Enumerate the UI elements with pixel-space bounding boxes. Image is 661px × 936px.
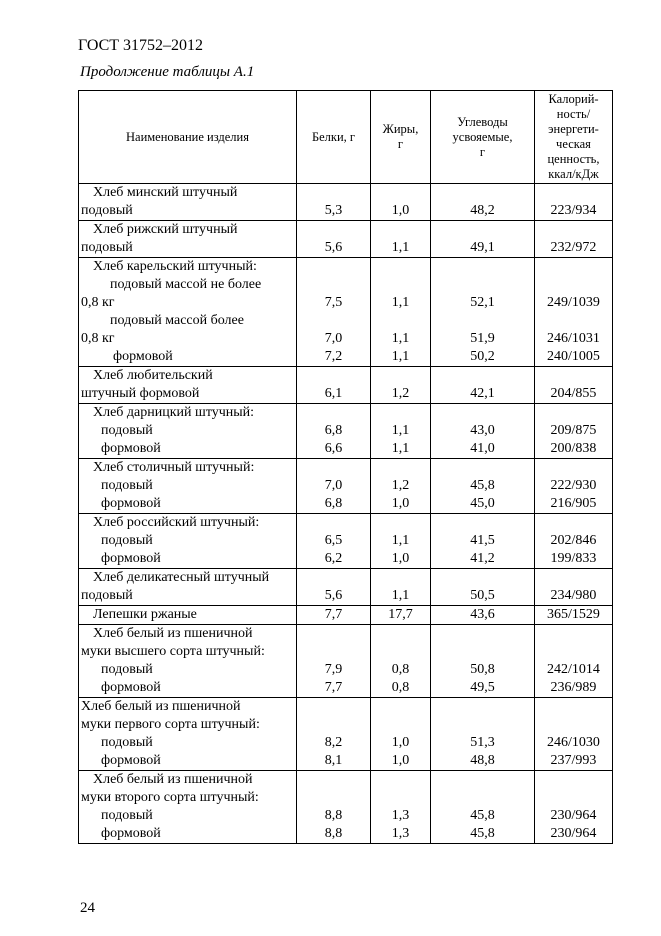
carbs-value: 41,5 [470, 533, 495, 548]
header-energy [535, 91, 613, 184]
cell-fat [371, 625, 431, 698]
fat-value: 1,1 [391, 349, 410, 364]
carbs-value [431, 367, 534, 385]
energy-value [535, 789, 612, 807]
cell-protein [297, 625, 371, 698]
protein-value [297, 276, 370, 294]
table-row [79, 258, 613, 367]
fat-value [371, 789, 430, 807]
product-name-line: Хлеб белый из пшеничной [93, 626, 253, 641]
header-energy-line: ность/ [556, 107, 591, 121]
carbs-value [431, 789, 534, 807]
cell-protein [297, 698, 371, 771]
protein-value: 8,2 [324, 735, 343, 750]
energy-value: 230/964 [550, 808, 597, 823]
cell-protein [297, 184, 371, 221]
cell-fat [371, 459, 431, 514]
protein-value [297, 459, 370, 477]
energy-value [535, 569, 612, 587]
carbs-value [431, 459, 534, 477]
carbs-value: 43,6 [470, 607, 495, 622]
cell-protein [297, 258, 371, 367]
energy-value: 222/930 [550, 478, 597, 493]
energy-value: 232/972 [550, 240, 597, 255]
header-fat-line: Жиры, [382, 122, 419, 136]
cell-fat [371, 367, 431, 404]
fat-value [371, 184, 430, 202]
fat-value: 1,2 [391, 386, 410, 401]
table-body [79, 184, 613, 844]
carbs-value [431, 276, 534, 294]
product-name-line: подовый [101, 533, 153, 548]
protein-value [297, 716, 370, 734]
table-continuation-caption: Продолжение таблицы А.1 [80, 64, 255, 80]
protein-value [297, 569, 370, 587]
product-name-line: Лепешки ржаные [93, 607, 197, 622]
fat-value: 1,1 [391, 533, 410, 548]
cell-carbs [431, 221, 535, 258]
fat-value: 1,1 [391, 423, 410, 438]
energy-value: 237/993 [550, 753, 597, 768]
cell-protein [297, 221, 371, 258]
product-name-line: подовый [101, 423, 153, 438]
cell-protein [297, 514, 371, 569]
carbs-value: 51,3 [470, 735, 495, 750]
energy-value: 216/905 [550, 496, 597, 511]
product-name-line: подовый массой более [110, 313, 244, 328]
protein-value: 8,8 [324, 808, 343, 823]
table-row [79, 698, 613, 771]
cell-name [79, 625, 297, 698]
table-row [79, 184, 613, 221]
carbs-value: 45,8 [470, 808, 495, 823]
product-name-line: Хлеб столичный штучный: [93, 460, 255, 475]
carbs-value: 49,5 [470, 680, 495, 695]
carbs-value: 41,2 [470, 551, 495, 566]
cell-carbs [431, 514, 535, 569]
header-carbs-line: Углеводы [457, 114, 508, 129]
product-name-line: формовой [101, 551, 161, 566]
product-name-line: формовой [101, 826, 161, 841]
energy-value: 209/875 [550, 423, 597, 438]
carbs-value [431, 312, 534, 330]
carbs-value [431, 258, 534, 276]
energy-value [535, 716, 612, 734]
protein-value: 6,2 [324, 551, 343, 566]
fat-value [371, 404, 430, 422]
fat-value [371, 698, 430, 716]
carbs-value: 43,0 [470, 423, 495, 438]
energy-value: 249/1039 [547, 295, 600, 310]
cell-name [79, 459, 297, 514]
energy-value [535, 643, 612, 661]
cell-energy [535, 771, 613, 844]
table-row [79, 569, 613, 606]
cell-fat [371, 184, 431, 221]
cell-fat [371, 698, 431, 771]
cell-fat [371, 569, 431, 606]
energy-value: 240/1005 [547, 349, 600, 364]
fat-value [371, 221, 430, 239]
cell-name [79, 606, 297, 625]
header-fat-line: г [397, 137, 404, 151]
carbs-value [431, 404, 534, 422]
cell-fat [371, 258, 431, 367]
fat-value: 1,1 [391, 588, 410, 603]
product-name-line: формовой [101, 496, 161, 511]
carbs-value: 49,1 [470, 240, 495, 255]
fat-value: 1,3 [391, 808, 410, 823]
table-row [79, 367, 613, 404]
cell-carbs [431, 625, 535, 698]
fat-value [371, 716, 430, 734]
protein-value [297, 789, 370, 807]
product-name-line: штучный формовой [81, 386, 200, 401]
protein-value: 5,3 [324, 203, 343, 218]
cell-carbs [431, 569, 535, 606]
cell-energy [535, 606, 613, 625]
energy-value: 242/1014 [547, 662, 600, 677]
header-carbs-line: г [479, 144, 486, 159]
product-name-line: формовой [101, 680, 161, 695]
cell-energy [535, 184, 613, 221]
fat-value [371, 643, 430, 661]
carbs-value: 48,8 [470, 753, 495, 768]
cell-name [79, 184, 297, 221]
protein-value [297, 404, 370, 422]
header-energy-line: энергети- [548, 122, 599, 136]
product-name-line: Хлеб карельский штучный: [93, 259, 257, 274]
document-standard-code: ГОСТ 31752–2012 [78, 37, 204, 54]
product-name-line: подовый [81, 203, 133, 218]
product-name-line: Хлеб рижский штучный [93, 222, 238, 237]
header-fat [371, 91, 431, 184]
table-row [79, 514, 613, 569]
product-name-line: подовый [81, 588, 133, 603]
energy-value: 365/1529 [547, 607, 600, 622]
protein-value [297, 221, 370, 239]
product-name-line: формовой [101, 441, 161, 456]
cell-fat [371, 404, 431, 459]
energy-value: 236/989 [550, 680, 597, 695]
cell-energy [535, 367, 613, 404]
energy-value [535, 258, 612, 276]
product-name-line: формовой [113, 349, 173, 364]
protein-value: 7,9 [324, 662, 343, 677]
fat-value: 1,1 [391, 441, 410, 456]
protein-value [297, 698, 370, 716]
energy-value [535, 404, 612, 422]
cell-name [79, 221, 297, 258]
fat-value [371, 258, 430, 276]
cell-name [79, 258, 297, 367]
fat-value: 1,2 [391, 478, 410, 493]
cell-energy [535, 569, 613, 606]
cell-name [79, 698, 297, 771]
energy-value [535, 276, 612, 294]
energy-value: 204/855 [550, 386, 597, 401]
fat-value [371, 312, 430, 330]
protein-value: 6,5 [324, 533, 343, 548]
cell-carbs [431, 606, 535, 625]
table-header-row [79, 91, 613, 184]
energy-value [535, 184, 612, 202]
energy-value [535, 625, 612, 643]
fat-value: 17,7 [388, 607, 413, 622]
protein-value: 6,1 [324, 386, 343, 401]
product-name-line: 0,8 кг [81, 295, 115, 310]
cell-energy [535, 625, 613, 698]
fat-value [371, 276, 430, 294]
header-energy-line: ккал/кДж [548, 167, 599, 181]
product-name-line: Хлеб любительский [93, 368, 213, 383]
carbs-value [431, 698, 534, 716]
header-energy-line: ческая [556, 137, 591, 151]
carbs-value [431, 716, 534, 734]
energy-value: 246/1031 [547, 331, 600, 346]
protein-value [297, 771, 370, 789]
fat-value: 1,0 [391, 203, 410, 218]
carbs-value [431, 771, 534, 789]
cell-carbs [431, 404, 535, 459]
cell-carbs [431, 184, 535, 221]
protein-value: 5,6 [324, 588, 343, 603]
cell-protein [297, 404, 371, 459]
energy-value: 230/964 [550, 826, 597, 841]
energy-value: 202/846 [550, 533, 597, 548]
cell-name [79, 367, 297, 404]
energy-value [535, 514, 612, 532]
fat-value [371, 514, 430, 532]
fat-value: 1,0 [391, 551, 410, 566]
protein-value: 6,6 [324, 441, 343, 456]
table-row [79, 404, 613, 459]
header-name: Наименование изделия [79, 91, 297, 184]
protein-value: 7,0 [324, 331, 343, 346]
protein-value [297, 184, 370, 202]
carbs-value: 50,8 [470, 662, 495, 677]
energy-value [535, 221, 612, 239]
energy-value: 200/838 [550, 441, 597, 456]
energy-value [535, 367, 612, 385]
product-name-line: муки второго сорта штучный: [81, 790, 259, 805]
energy-value [535, 459, 612, 477]
carbs-value: 48,2 [470, 203, 495, 218]
header-carbs-line: усвояемые, [452, 129, 513, 144]
cell-carbs [431, 698, 535, 771]
header-energy-line: ценность, [547, 152, 600, 166]
cell-carbs [431, 258, 535, 367]
header-energy-line: Калорий- [548, 92, 599, 106]
fat-value [371, 569, 430, 587]
energy-value: 199/833 [550, 551, 597, 566]
cell-fat [371, 606, 431, 625]
protein-value: 7,2 [324, 349, 343, 364]
protein-value: 5,6 [324, 240, 343, 255]
protein-value: 7,7 [324, 607, 343, 622]
cell-protein [297, 771, 371, 844]
table-row [79, 459, 613, 514]
cell-carbs [431, 459, 535, 514]
energy-value [535, 312, 612, 330]
fat-value: 0,8 [391, 680, 410, 695]
energy-value: 246/1030 [547, 735, 600, 750]
protein-value [297, 625, 370, 643]
cell-name [79, 514, 297, 569]
cell-protein [297, 367, 371, 404]
product-name-line: подовый [101, 662, 153, 677]
cell-protein [297, 569, 371, 606]
carbs-value [431, 514, 534, 532]
fat-value: 1,1 [391, 295, 410, 310]
product-name-line: подовый массой не более [110, 277, 262, 292]
cell-energy [535, 698, 613, 771]
cell-carbs [431, 771, 535, 844]
protein-value [297, 258, 370, 276]
cell-energy [535, 221, 613, 258]
protein-value [297, 367, 370, 385]
product-name-line: формовой [101, 753, 161, 768]
table-row [79, 771, 613, 844]
fat-value [371, 367, 430, 385]
carbs-value: 50,2 [470, 349, 495, 364]
cell-carbs [431, 367, 535, 404]
fat-value: 1,1 [391, 331, 410, 346]
carbs-value: 41,0 [470, 441, 495, 456]
cell-name [79, 404, 297, 459]
product-name-line: подовый [81, 240, 133, 255]
protein-value: 7,5 [324, 295, 343, 310]
nutrition-table [78, 90, 613, 844]
table-row [79, 625, 613, 698]
protein-value: 8,1 [324, 753, 343, 768]
protein-value: 6,8 [324, 496, 343, 511]
cell-fat [371, 771, 431, 844]
fat-value [371, 625, 430, 643]
table-row [79, 221, 613, 258]
product-name-line: Хлеб российский штучный: [93, 515, 260, 530]
protein-value: 7,0 [324, 478, 343, 493]
fat-value: 1,0 [391, 496, 410, 511]
cell-energy [535, 514, 613, 569]
product-name-line: Хлеб минский штучный [93, 185, 238, 200]
product-name-line: 0,8 кг [81, 331, 115, 346]
product-name-line: подовый [101, 735, 153, 750]
protein-value [297, 312, 370, 330]
energy-value [535, 698, 612, 716]
product-name-line: Хлеб белый из пшеничной [81, 699, 241, 714]
protein-value: 6,8 [324, 423, 343, 438]
fat-value: 1,3 [391, 826, 410, 841]
fat-value [371, 771, 430, 789]
cell-protein [297, 606, 371, 625]
product-name-line: муки высшего сорта штучный: [81, 644, 265, 659]
cell-fat [371, 514, 431, 569]
cell-fat [371, 221, 431, 258]
protein-value: 7,7 [324, 680, 343, 695]
protein-value [297, 514, 370, 532]
product-name-line: Хлеб дарницкий штучный: [93, 405, 255, 420]
energy-value: 223/934 [550, 203, 597, 218]
cell-energy [535, 258, 613, 367]
carbs-value [431, 184, 534, 202]
fat-value: 1,1 [391, 240, 410, 255]
page-number: 24 [80, 900, 95, 916]
carbs-value [431, 625, 534, 643]
fat-value: 0,8 [391, 662, 410, 677]
energy-value [535, 771, 612, 789]
product-name-line: Хлеб белый из пшеничной [93, 772, 253, 787]
cell-protein [297, 459, 371, 514]
carbs-value: 45,0 [470, 496, 495, 511]
product-name-line: муки первого сорта штучный: [81, 717, 260, 732]
carbs-value [431, 221, 534, 239]
cell-energy [535, 459, 613, 514]
carbs-value [431, 643, 534, 661]
carbs-value [431, 569, 534, 587]
protein-value: 8,8 [324, 826, 343, 841]
product-name-line: подовый [101, 478, 153, 493]
cell-energy [535, 404, 613, 459]
header-protein: Белки, г [297, 91, 371, 184]
cell-name [79, 771, 297, 844]
cell-name [79, 569, 297, 606]
carbs-value: 52,1 [470, 295, 495, 310]
carbs-value: 50,5 [470, 588, 495, 603]
energy-value: 234/980 [550, 588, 597, 603]
product-name-line: подовый [101, 808, 153, 823]
carbs-value: 51,9 [470, 331, 495, 346]
fat-value: 1,0 [391, 735, 410, 750]
carbs-value: 45,8 [470, 478, 495, 493]
product-name-line: Хлеб деликатесный штучный [93, 570, 270, 585]
fat-value: 1,0 [391, 753, 410, 768]
table-row [79, 606, 613, 625]
carbs-value: 45,8 [470, 826, 495, 841]
protein-value [297, 643, 370, 661]
carbs-value: 42,1 [470, 386, 495, 401]
fat-value [371, 459, 430, 477]
header-carbs [431, 91, 535, 184]
